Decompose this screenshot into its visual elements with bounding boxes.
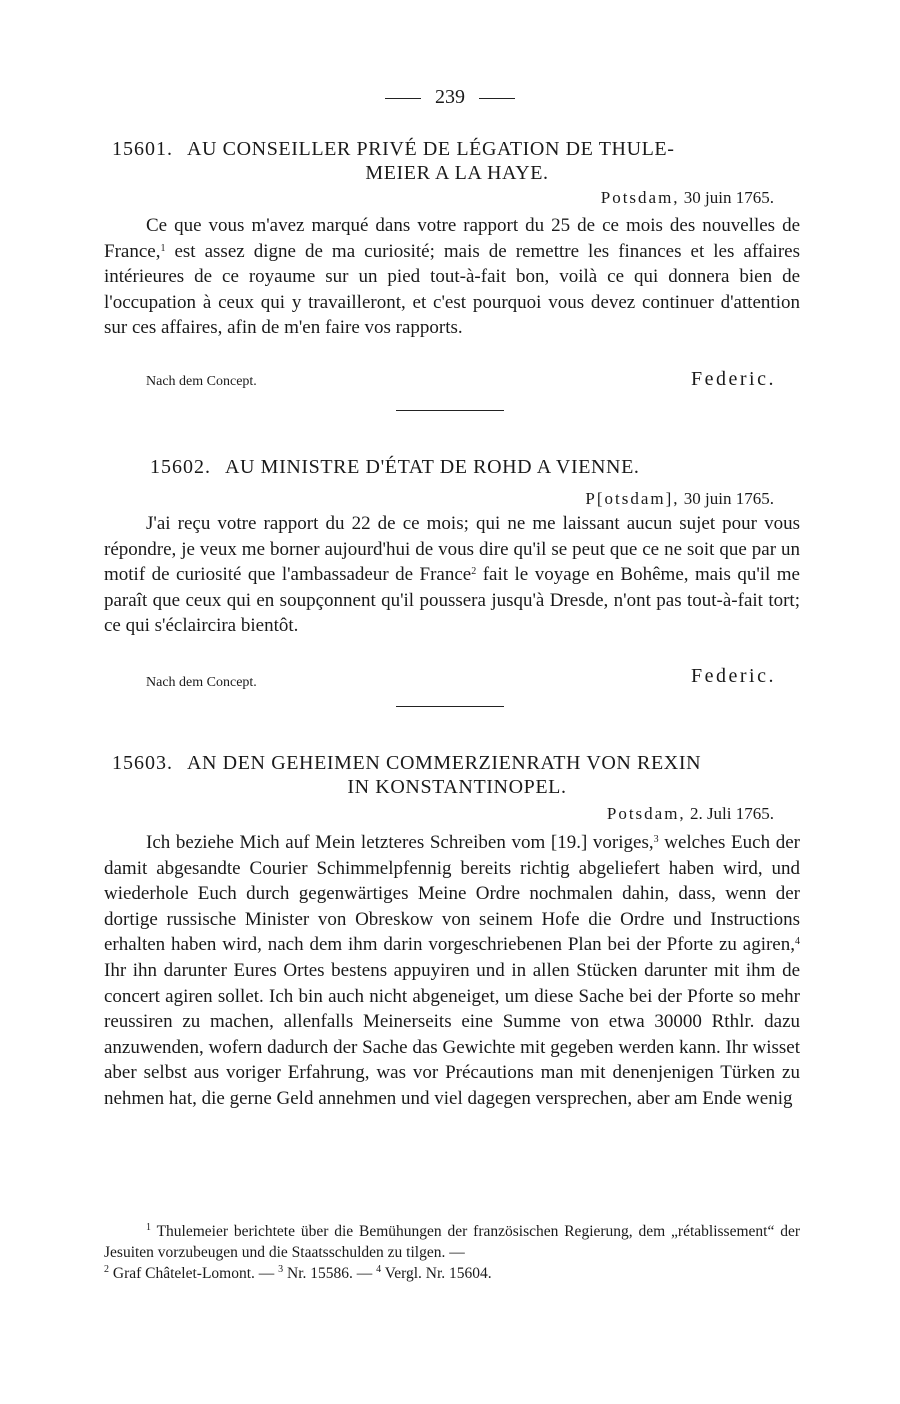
source-note: Nach dem Concept. [146, 675, 257, 690]
section-divider [396, 410, 504, 411]
footnotes [104, 1221, 800, 1284]
footnote-block: $^1$ Thulemeier berichtete über die Bemühungen der französischen Regierung, dem „rétablissement“ der Jesuiten vorzubeugen und die Staatsschulden zu tilgen. — $^2$ Graf Châtelet-Lomont. — $^3$ Nr. 15586. — $^4$ Vergl. Nr. 15604. [104, 1222, 800, 1282]
signature: Federic. [691, 368, 776, 390]
footnote-ref: 1 [160, 242, 166, 254]
date-text: 30 juin 1765. [679, 188, 774, 207]
date-place: Potsdam, [606, 804, 686, 823]
letter-paragraph: Ich beziehe Mich auf Mein letzteres Schreiben vom [19.] voriges,$^3$ welches Euch der damit abgesandte Courier Schimmelpfennig bereits richtig abgeliefert haben wird, und wiederhole Euch durch gegenwärtiges Meine Ordre nochmalen dahin, dass, wenn der dortige russische Minister von Obreskow von seinem Hofe die Ordre und Instructions erhalten haben wird, nach dem ihm darin vorgeschriebenen Plan bei der Pforte zu agiren,$^4$ Ihr ihn darunter Eures Ortes bestens appuyiren und in allen Stücken darunter mit ihm de concert agiren sollet. Ich bin auch nicht abgeneiget, um diese Sache bei der Pforte so mehr reussiren zu machen, allenfalls Meinerseits eine Summe von etwa 30000 Rthlr. dazu anzuwenden, wofern dadurch der Sache das Gewichte mit gegeben werden kann. Ihr wisset aber selbst aus voriger Erfahrung, was vor Précautions man mit denenjenigen Türken zu nehmen hat, die gerne Geld annehmen und viel dagegen versprechen, aber am Ende wenig [104, 832, 800, 1109]
letter-body [104, 830, 800, 1112]
signature: Federic. [691, 665, 776, 687]
date-text: 2. Juli 1765. [685, 804, 774, 823]
letter-heading [112, 137, 802, 185]
date-place: Potsdam, [600, 188, 680, 207]
footnote-marker: 4 [376, 1264, 382, 1275]
letter-number: 15603. [112, 752, 173, 774]
date-text: 30 juin 1765. [679, 489, 774, 508]
page-number-dash-right [479, 98, 515, 99]
footnote-ref: 2 [471, 566, 477, 578]
source-note: Nach dem Concept. [146, 374, 257, 389]
footnote-marker: 3 [278, 1264, 284, 1275]
letter-heading-line1: AN DEN GEHEIMEN COMMERZIENRATH VON REXIN [187, 752, 702, 774]
section-divider [396, 706, 504, 707]
page-number-line [0, 86, 900, 109]
footnote-marker: 1 [146, 1222, 151, 1233]
letter-body [104, 213, 800, 341]
letter-body [104, 511, 800, 639]
letter-dateline [601, 188, 774, 208]
page-number-dash-left [385, 98, 421, 99]
letter-heading [150, 455, 840, 479]
letter-heading-line2: IN KONSTANTINOPEL. [347, 776, 567, 798]
letter-dateline [607, 804, 774, 824]
letter-heading-line2: MEIER A LA HAYE. [365, 162, 549, 184]
letter-heading-line1: AU CONSEILLER PRIVÉ DE LÉGATION DE THULE- [187, 138, 675, 160]
date-place: P[otsdam], [585, 489, 680, 508]
letter-paragraph: Ce que vous m'avez marqué dans votre rapport du 25 de ce mois des nouvelles de France,$^1$ est assez digne de ma curiosité; mais de remettre les finances et les affaires intérieures de ce royaume sur un pied tout-à-fait bon, voilà ce qui donnera bien de l'occupation à ceux qui y travailleront, et c'est pourquoi vous devez continuer d'attention sur ces affaires, afin de m'en faire vos rapports. [104, 215, 800, 339]
letter-paragraph: J'ai reçu votre rapport du 22 de ce mois; qui ne me laissant aucun sujet pour vous répondre, je veux me borner aujourd'hui de vous dire qu'il se peut que ce ne soit que par un motif de curiosité que l'ambassadeur de France$^2$ fait le voyage en Bohême, mais qu'il me paraît que ceux qui en soupçonnent qu'il poussera jusqu'à Dresde, n'ont pas tout-à-fait tort; ce qui s'éclaircira bientôt. [104, 513, 800, 637]
letter-heading-line1: AU MINISTRE D'ÉTAT DE ROHD A VIENNE. [225, 456, 640, 478]
letter-dateline [585, 489, 774, 509]
page-number: 239 [435, 86, 465, 108]
footnote-marker: 2 [104, 1264, 109, 1275]
letter-number: 15601. [112, 138, 173, 160]
letter-heading [112, 751, 802, 799]
footnote-ref: 3 [653, 834, 659, 845]
footnote-ref: 4 [795, 936, 800, 948]
letter-number: 15602. [150, 456, 211, 478]
